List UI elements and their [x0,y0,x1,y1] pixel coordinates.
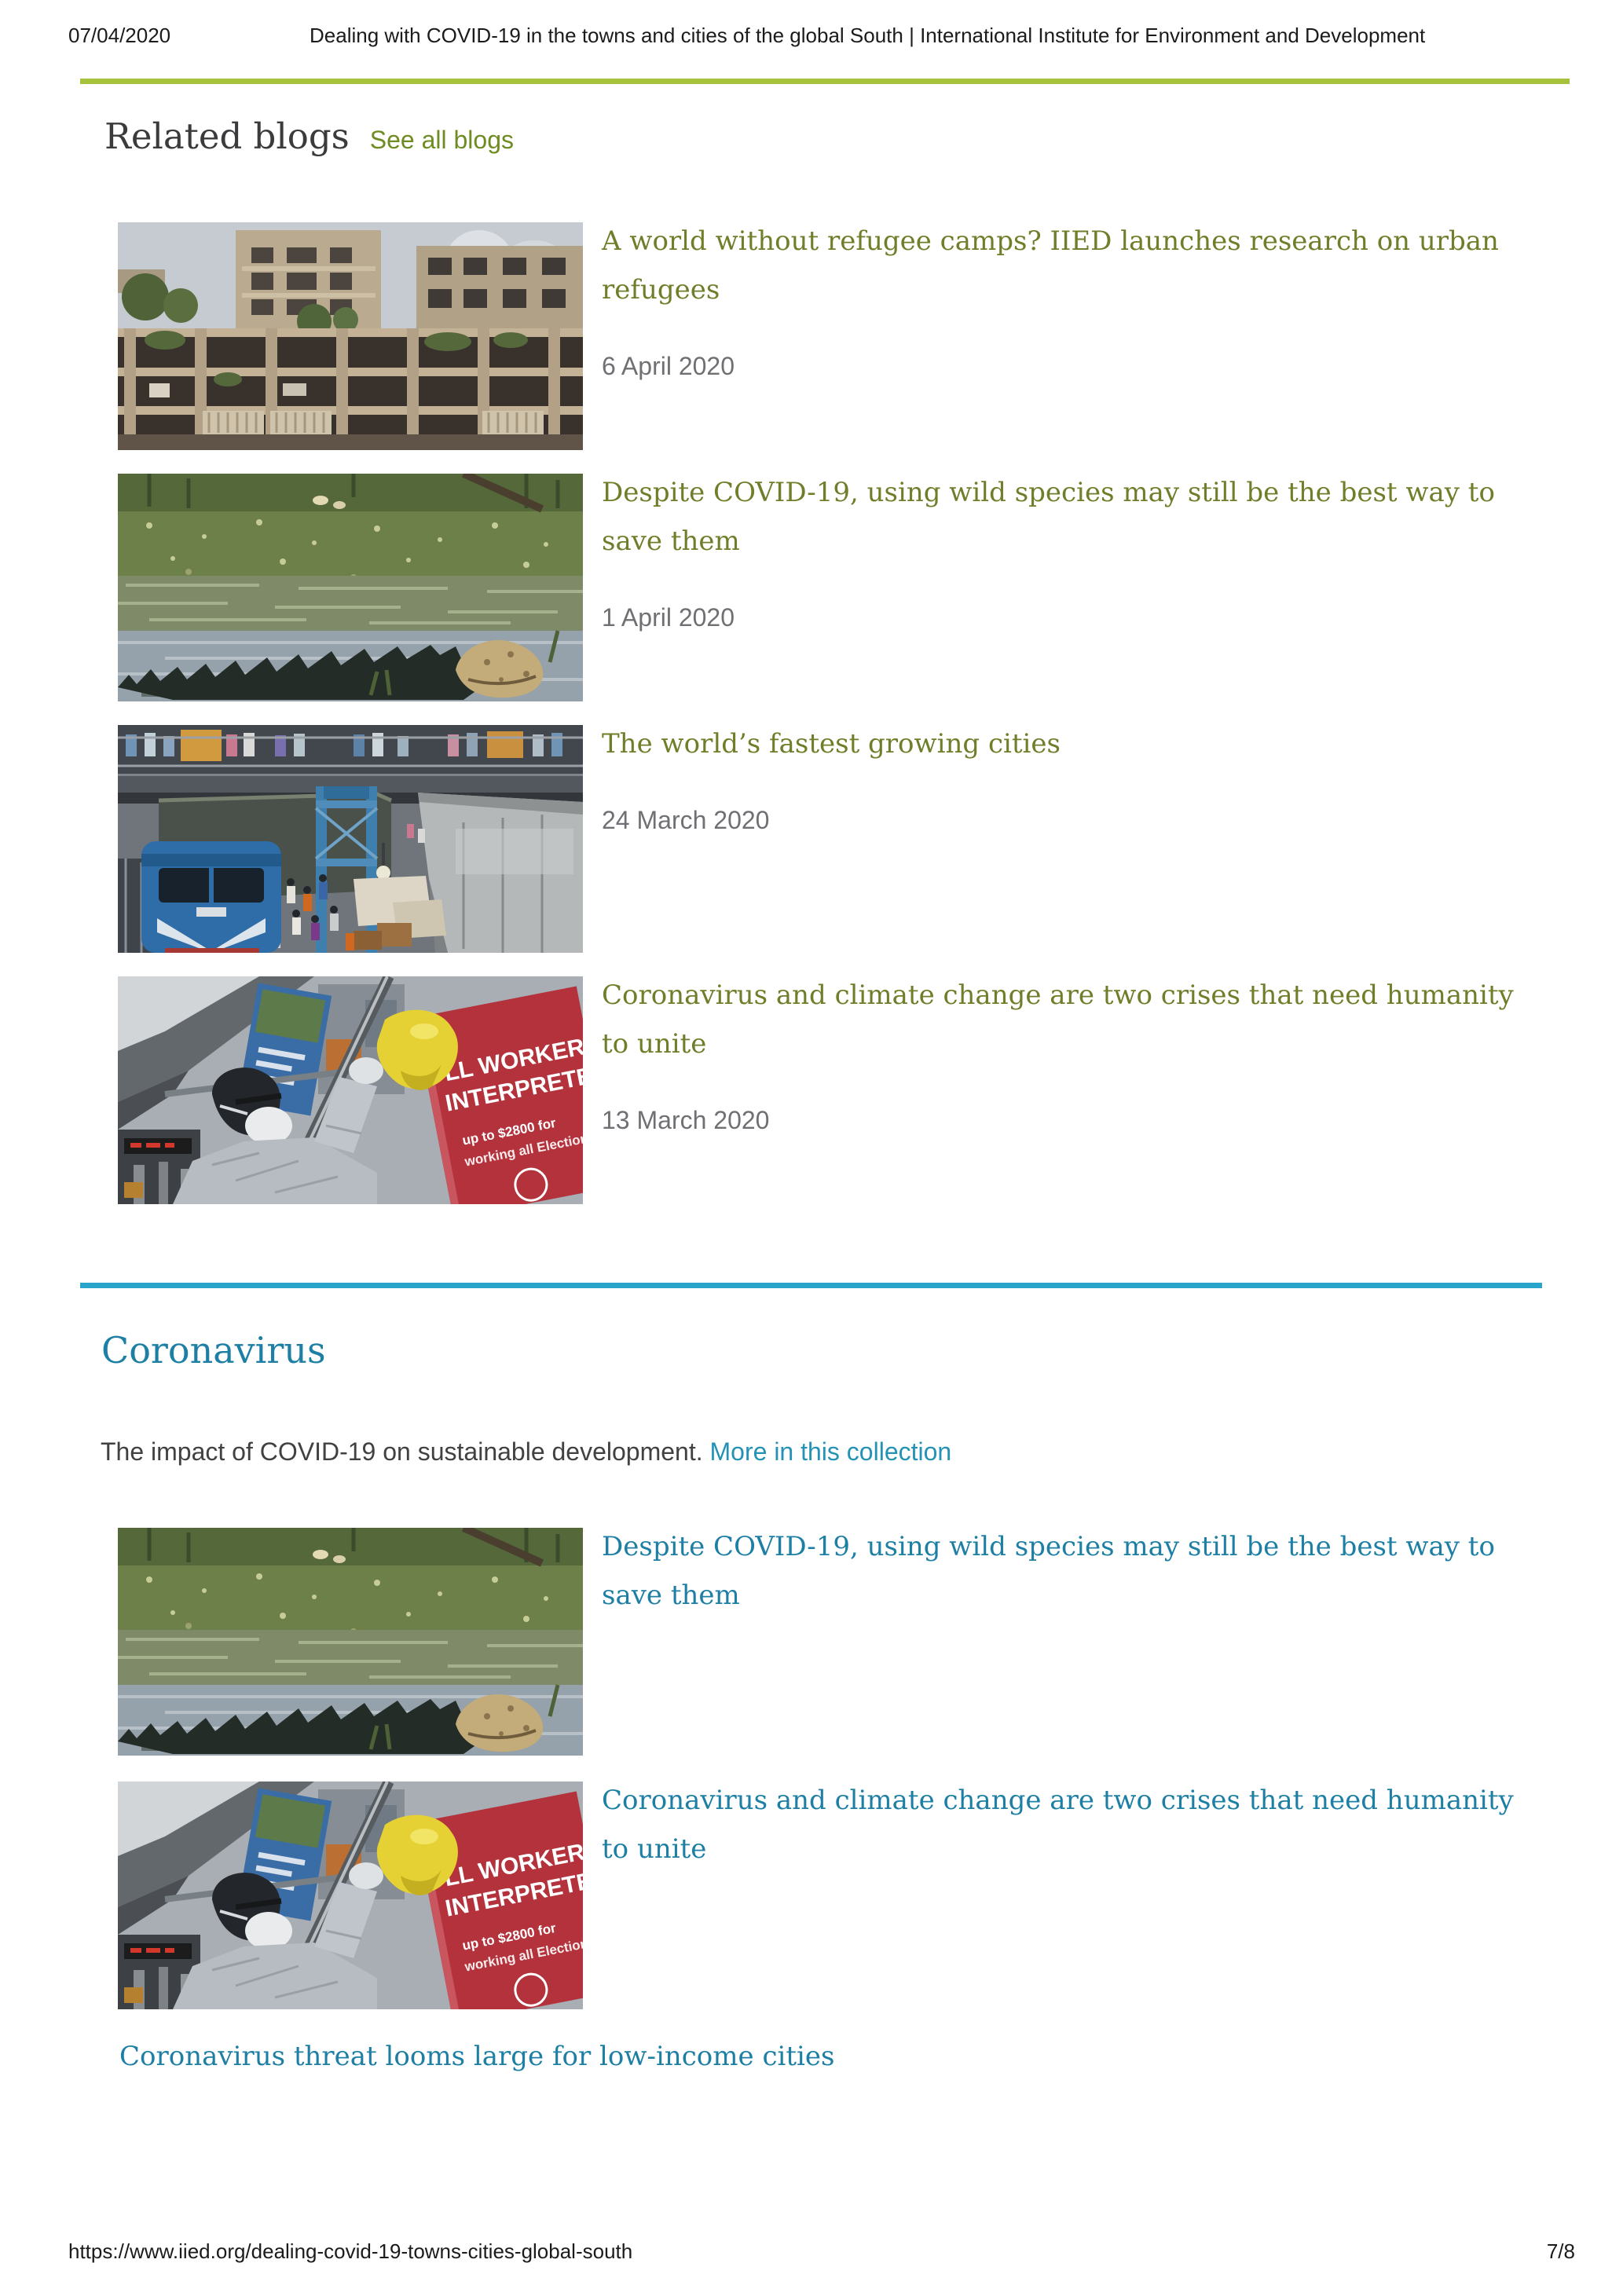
crowded-railway-station-image [118,725,583,953]
title-line: Coronavirus and climate change are two crises that need humanity [602,980,1514,1011]
title-line: to unite [602,1833,707,1865]
related-blog-item [118,474,1555,633]
crocodile-in-wetland-image [118,474,583,701]
worker-cleaning-bus-interior-image [118,1782,583,2009]
blog-date: 13 March 2020 [602,1106,770,1134]
thumbnail-worker-cleaning-bus-interior[interactable] [118,976,583,1204]
title-line: The world’s fastest growing cities [602,728,1061,760]
more-in-collection-link[interactable]: More in this collection [709,1437,952,1466]
print-footer-url: https://www.iied.org/dealing-covid-19-towns-cities-global-south [68,2239,633,2263]
print-header-date: 07/04/2020 [68,24,171,47]
unfinished-apartment-building-image [118,222,583,450]
related-blog-item [118,222,1555,382]
thumbnail-crocodile-in-wetland[interactable] [118,474,583,701]
blog-title-link[interactable] [602,1522,1529,1620]
title-line: save them [602,1580,740,1611]
title-line: Despite COVID-19, using wild species may still be the best way to [602,477,1495,508]
blog-item-content [602,1776,1529,1873]
thumbnail-worker-cleaning-bus-interior[interactable] [118,1782,583,2009]
blog-item-content [602,217,1529,382]
top-green-rule [80,79,1570,84]
blog-title-link[interactable] [602,1776,1529,1873]
title-line: A world without refugee camps? IIED launches research on urban [602,225,1499,257]
blog-title-link[interactable] [602,720,1529,768]
blog-item-content [602,468,1529,633]
blog-item-content [602,971,1529,1136]
coronavirus-intro [101,1434,951,1469]
section-divider-blue-rule [80,1283,1542,1288]
blog-title-link[interactable] [602,468,1529,566]
title-line: save them [602,525,740,557]
title-line: to unite [602,1028,707,1060]
blog-item-content [602,1522,1529,1620]
blog-date: 6 April 2020 [602,352,735,380]
related-blog-item [118,725,1555,836]
title-line: Coronavirus and climate change are two crises that need humanity [602,1785,1514,1816]
coronavirus-blog-item [118,1528,1555,1620]
thumbnail-crocodile-in-wetland[interactable] [118,1528,583,1756]
blog-title-link[interactable] [602,971,1529,1068]
thumbnail-crowded-railway-station[interactable] [118,725,583,953]
title-line: Despite COVID-19, using wild species may still be the best way to [602,1531,1495,1562]
related-blog-item [118,976,1555,1136]
crocodile-in-wetland-image [118,1528,583,1756]
related-blogs-heading: Related blogs [104,115,350,157]
coronavirus-heading: Coronavirus [101,1329,326,1371]
title-line: refugees [602,274,720,306]
blog-title-link[interactable] [602,217,1529,314]
see-all-blogs-link[interactable]: See all blogs [369,126,514,154]
thumbnail-unfinished-apartment-building[interactable] [118,222,583,450]
print-footer-page-number: 7/8 [1546,2239,1575,2263]
worker-cleaning-bus-interior-image [118,976,583,1204]
print-header-document-title: Dealing with COVID-19 in the towns and cities of the global South | International Institute for Environment and Development [310,24,1426,47]
blog-date: 24 March 2020 [602,806,770,834]
blog-date: 1 April 2020 [602,603,735,632]
coronavirus-blog-item [118,1782,1555,1873]
coronavirus-intro-text: The impact of COVID-19 on sustainable development. [101,1437,703,1466]
blog-item-content [602,720,1529,836]
related-blogs-header [104,116,514,157]
coronavirus-threat-link[interactable]: Coronavirus threat looms large for low-income cities [119,2041,835,2072]
